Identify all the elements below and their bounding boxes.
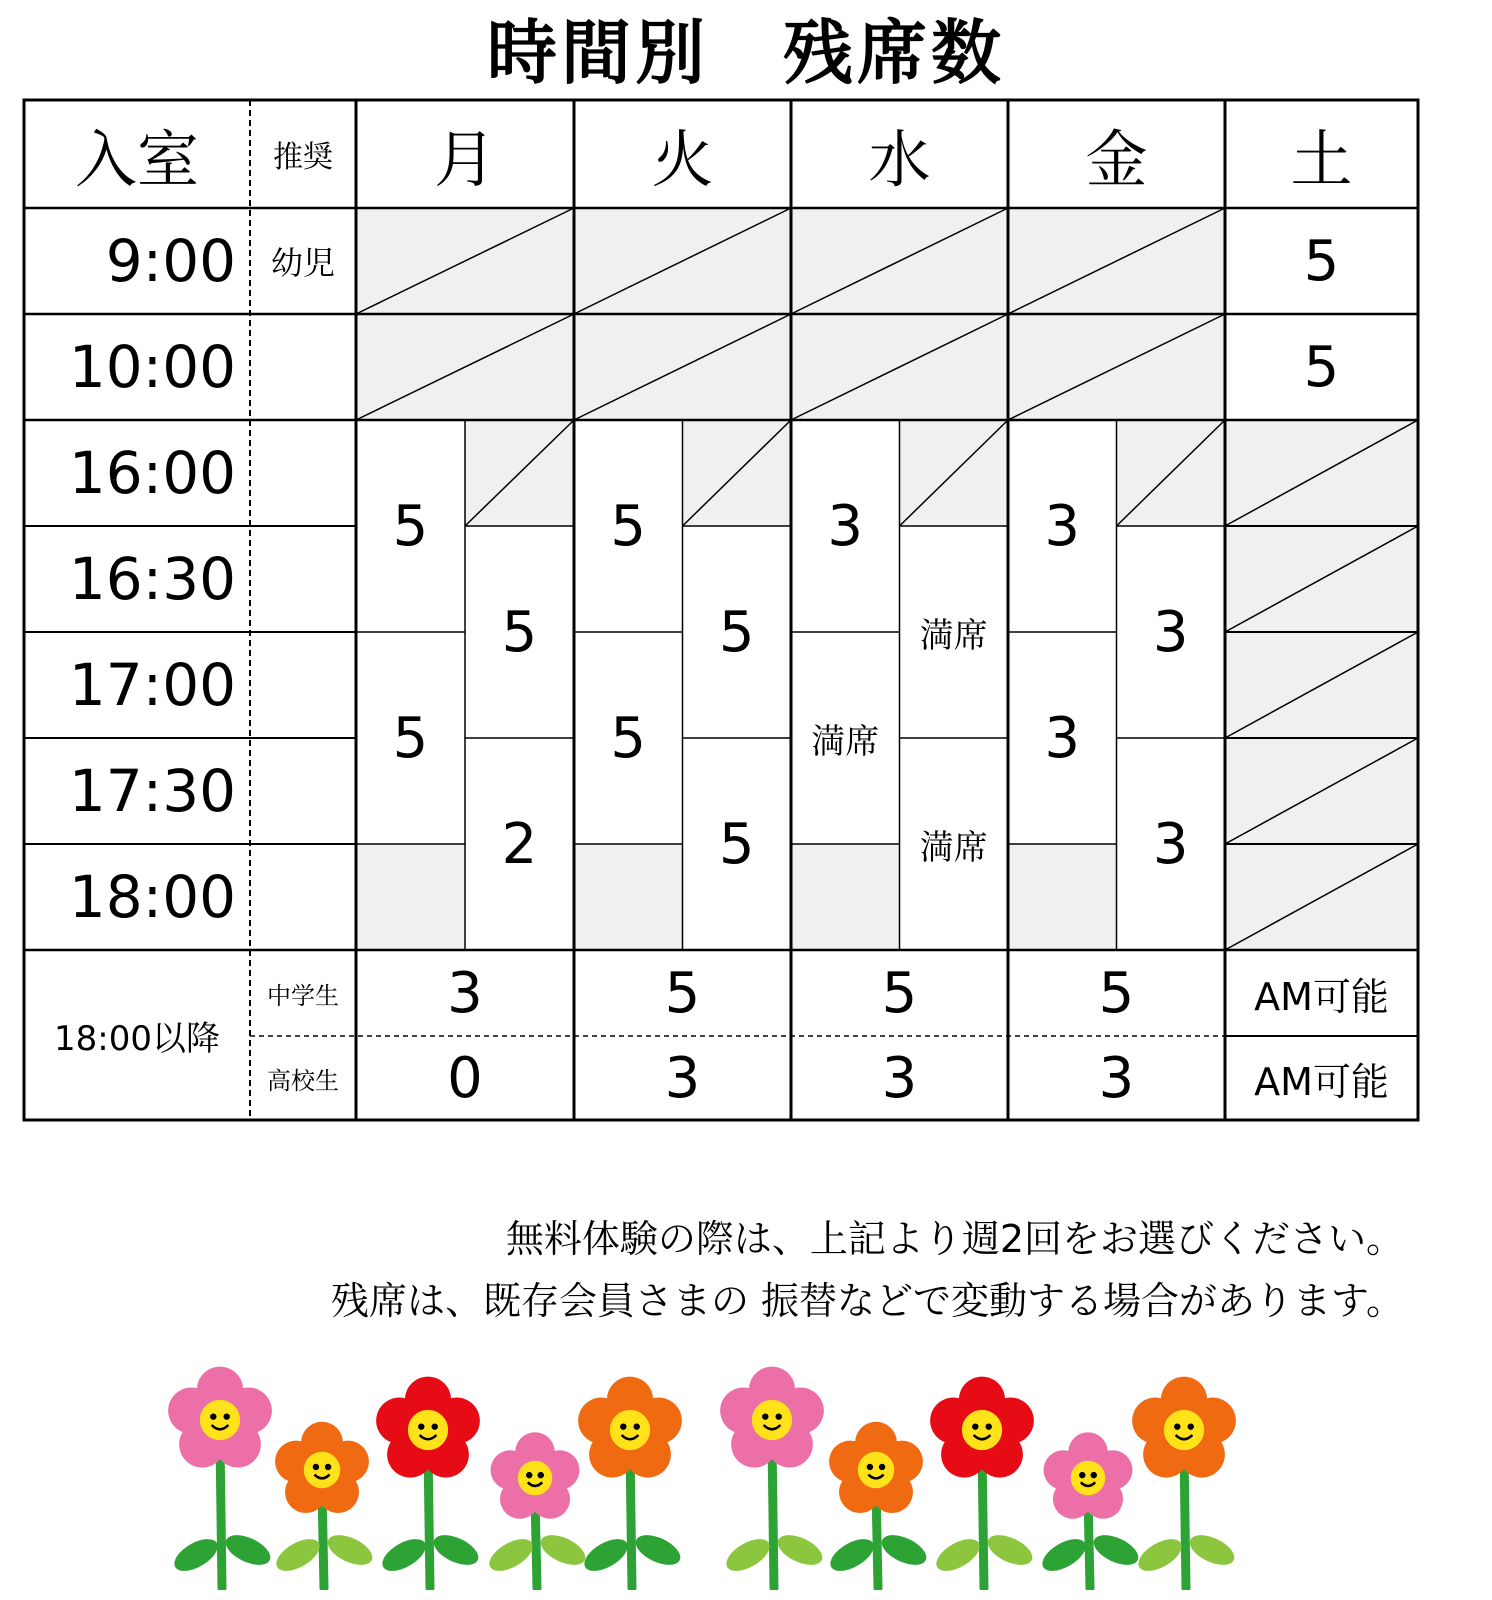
seat-count: 5 bbox=[610, 705, 647, 771]
senior-seat-count: AM可能 bbox=[1254, 1059, 1389, 1104]
time-label: 9:00 bbox=[105, 227, 236, 295]
flower-pink-icon bbox=[168, 1367, 275, 1588]
senior-label: 高校生 bbox=[267, 1066, 339, 1095]
time-label: 16:00 bbox=[68, 439, 236, 507]
unavailable-cell bbox=[574, 844, 683, 950]
page-title: 時間別 残席数 bbox=[487, 12, 1005, 94]
header-day-4: 土 bbox=[1290, 122, 1353, 196]
sat-seat-count: 5 bbox=[1303, 228, 1340, 294]
senior-seat-count: 3 bbox=[881, 1045, 918, 1111]
flower-pink-icon bbox=[720, 1367, 827, 1588]
header-day-1: 火 bbox=[651, 122, 714, 196]
unavailable-cell bbox=[1008, 844, 1117, 950]
seat-count: 3 bbox=[1044, 705, 1081, 771]
junior-label: 中学生 bbox=[267, 981, 339, 1010]
seat-count: 5 bbox=[392, 705, 429, 771]
note-vacancy: 残席は、既存会員さまの 振替などで変動する場合があります。 bbox=[330, 1279, 1404, 1323]
seat-count: 2 bbox=[501, 811, 538, 877]
flower-pink-icon bbox=[484, 1432, 590, 1588]
time-label: 10:00 bbox=[68, 333, 236, 401]
time-label: 17:00 bbox=[68, 651, 236, 719]
seat-count: 5 bbox=[718, 599, 755, 665]
flower-pink-icon bbox=[1037, 1432, 1143, 1588]
junior-seat-count: 5 bbox=[664, 960, 701, 1026]
seat-count: 3 bbox=[827, 493, 864, 559]
header-recommend: 推奨 bbox=[273, 140, 333, 175]
time-label: 16:30 bbox=[68, 545, 236, 613]
junior-seat-count: 5 bbox=[1098, 960, 1135, 1026]
recommend-infant: 幼児 bbox=[270, 244, 335, 282]
seat-count: 満席 bbox=[811, 721, 880, 762]
flower-decoration bbox=[160, 1360, 1280, 1590]
time-label: 18:00 bbox=[68, 863, 236, 931]
evening-label: 18:00以降 bbox=[54, 1018, 220, 1059]
senior-seat-count: 3 bbox=[664, 1045, 701, 1111]
header-entry: 入室 bbox=[74, 122, 199, 196]
seat-count: 満席 bbox=[919, 827, 988, 868]
flower-orange-icon bbox=[825, 1422, 931, 1588]
unavailable-cell bbox=[356, 844, 465, 950]
flower-red-icon bbox=[930, 1377, 1037, 1588]
note-trial: 無料体験の際は、上記より週2回をお選びください。 bbox=[505, 1217, 1404, 1261]
junior-seat-count: AM可能 bbox=[1254, 974, 1389, 1019]
seat-count: 5 bbox=[392, 493, 429, 559]
seat-count: 3 bbox=[1152, 811, 1189, 877]
header-day-0: 月 bbox=[433, 122, 496, 196]
flower-orange-icon bbox=[578, 1377, 685, 1588]
seat-count: 3 bbox=[1044, 493, 1081, 559]
time-label: 17:30 bbox=[68, 757, 236, 825]
flower-orange-icon bbox=[271, 1422, 377, 1588]
seat-count: 5 bbox=[610, 493, 647, 559]
notes bbox=[331, 1208, 1404, 1332]
junior-seat-count: 3 bbox=[447, 960, 483, 1026]
seat-count: 5 bbox=[501, 599, 538, 665]
seat-count: 満席 bbox=[919, 615, 988, 656]
header-day-2: 水 bbox=[868, 122, 931, 196]
unavailable-cell bbox=[791, 844, 900, 950]
senior-seat-count: 3 bbox=[1098, 1045, 1135, 1111]
seat-count: 5 bbox=[718, 811, 755, 877]
flower-red-icon bbox=[376, 1377, 483, 1588]
header-day-3: 金 bbox=[1085, 122, 1148, 196]
senior-seat-count: 0 bbox=[447, 1045, 483, 1111]
flower-orange-icon bbox=[1132, 1377, 1239, 1588]
sat-seat-count: 5 bbox=[1303, 334, 1340, 400]
seat-count: 3 bbox=[1152, 599, 1189, 665]
junior-seat-count: 5 bbox=[881, 960, 918, 1026]
